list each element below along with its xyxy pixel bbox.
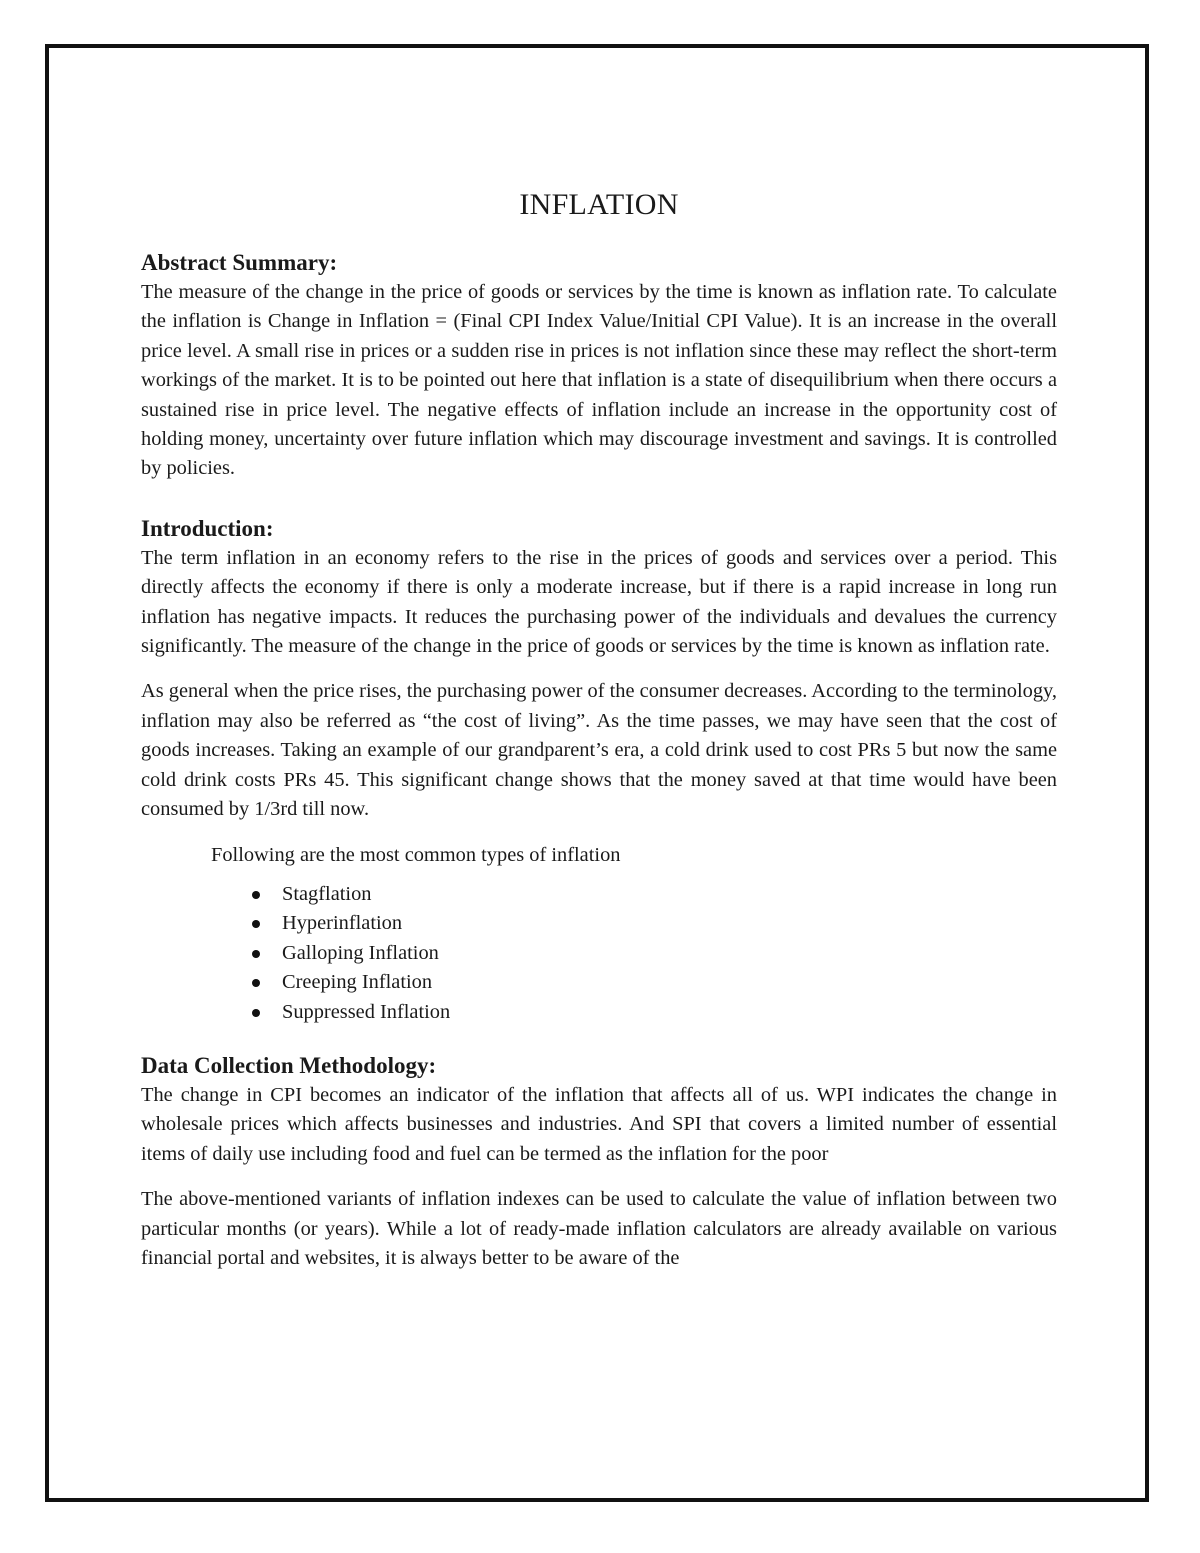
document-body: [141, 186, 1057, 1273]
bullet-icon: [252, 920, 260, 928]
list-item: [141, 968, 1057, 997]
methodology-paragraph-2: The above-mentioned variants of inflation indexes can be used to calculate the value of inflation between two particular months (or years). While a lot of ready-made inflation calculators are already available on various financial portal and websites, it is always better to be aware of the: [141, 1188, 1057, 1269]
introduction-heading: Introduction:: [141, 515, 274, 541]
introduction-paragraph-1: The term inflation in an economy refers to the rise in the prices of goods and services over a period. This directly affects the economy if there is only a moderate increase, but if there is a rapid increase in long run inflation has negative impacts. It reduces the purchasing power of the individuals and devalues the currency significantly. The measure of the change in the price of goods or services by the time is known as inflation rate.: [141, 546, 1057, 658]
bullet-icon: [252, 979, 260, 987]
methodology-paragraph-1: The change in CPI becomes an indicator of the inflation that affects all of us. WPI indicates the change in wholesale prices which affects businesses and industries. And SPI that covers a limited number of essential items of daily use including food and fuel can be termed as the inflation for the poor: [141, 1083, 1057, 1165]
list-item-label: Galloping Inflation: [282, 941, 439, 964]
bullet-icon: [252, 950, 260, 958]
list-item: [141, 909, 1057, 938]
list-item: [141, 880, 1057, 909]
introduction-paragraph-2: As general when the price rises, the purchasing power of the consumer decreases. According to the terminology, inflation may also be referred as “the cost of living”. As the time passes, we may have seen that the cost of goods increases. Taking an example of our grandparent’s era, a cold drink used to cost PRs 5 but now the same cold drink costs PRs 45. This significant change shows that the money saved at that time would have been consumed by 1/3rd till now.: [141, 680, 1057, 821]
bullet-icon: [252, 1009, 260, 1017]
list-item: [141, 998, 1057, 1027]
list-item-label: Suppressed Inflation: [282, 1000, 451, 1023]
document-title: INFLATION: [519, 188, 679, 221]
list-item: [141, 939, 1057, 968]
inflation-types-lead: Following are the most common types of inflation: [211, 843, 621, 866]
inflation-types-list: [141, 880, 1057, 1027]
abstract-paragraph: The measure of the change in the price of goods or services by the time is known as inflation rate. To calculate the inflation is Change in Inflation = (Final CPI Index Value/Initial CPI Value). It is an increase in the overall price level. A small rise in prices or a sudden rise in prices is not inflation since these may reflect the short-term workings of the market. It is to be pointed out here that inflation is a state of disequilibrium when there occurs a sustained rise in price level. The negative effects of inflation include an increase in the opportunity cost of holding money, uncertainty over future inflation which may discourage investment and savings. It is controlled by policies.: [141, 281, 1057, 480]
bullet-icon: [252, 891, 260, 899]
methodology-heading: Data Collection Methodology:: [141, 1052, 437, 1078]
list-item-label: Creeping Inflation: [282, 971, 433, 994]
abstract-heading: Abstract Summary:: [141, 250, 338, 275]
list-item-label: Stagflation: [282, 882, 372, 905]
list-item-label: Hyperinflation: [282, 912, 403, 935]
